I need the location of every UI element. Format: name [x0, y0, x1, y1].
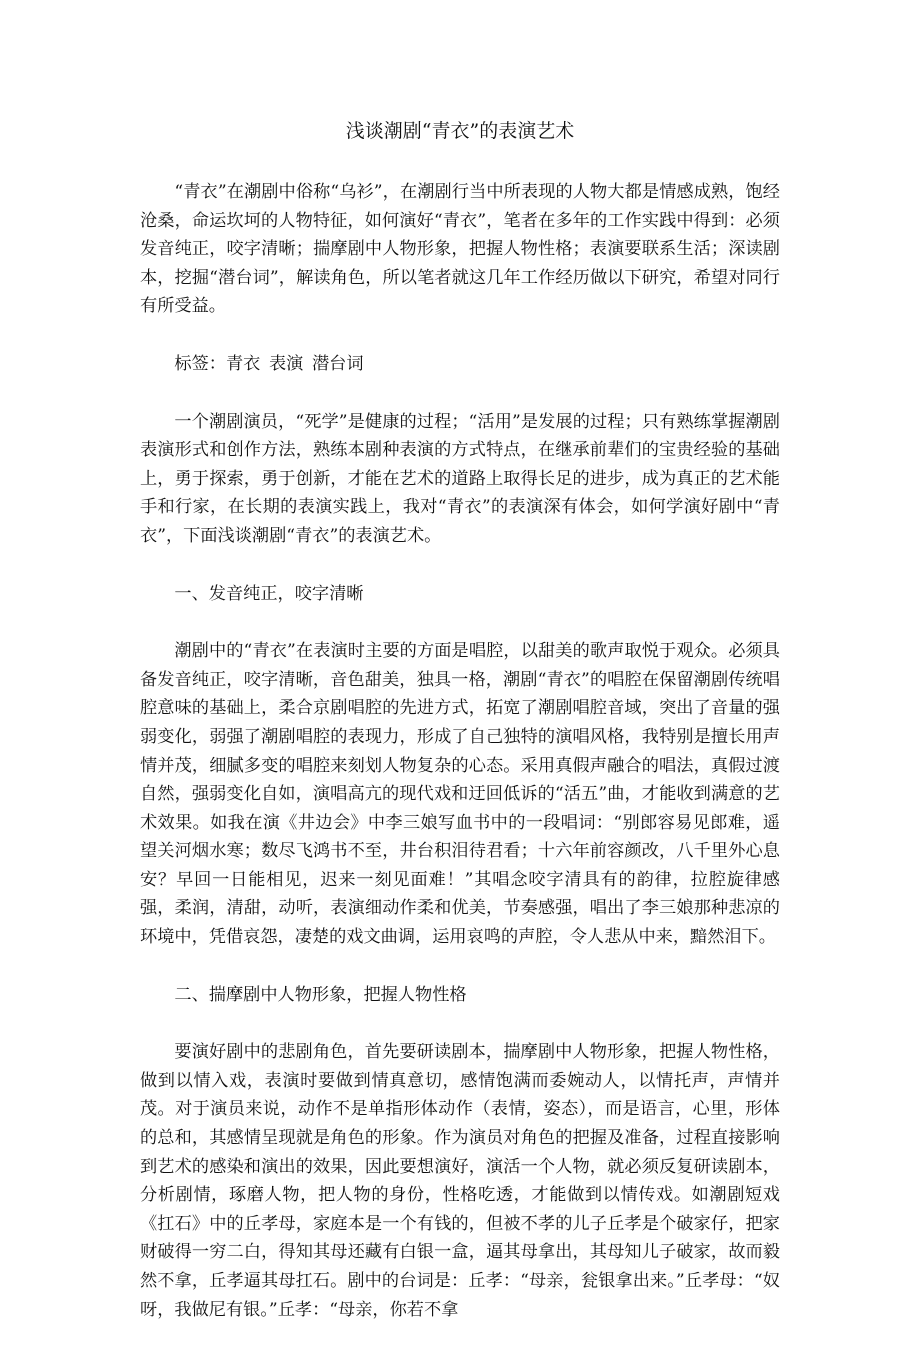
tag-item: 表演 [268, 353, 304, 374]
intro-paragraph: 一个潮剧演员，“死学”是健康的过程；“活用”是发展的过程；只有熟练掌握潮剧表演形式和创作方法，熟练本剧种表演的方式特点，在继承前辈们的宝贵经验的基础上，勇于探索，勇于创新，才能在艺术的道路上取得长足的进步，成为真正的艺术能手和行家，在长期的表演实践上，我对“青衣”的表演深有体会，如何学演好剧中“青衣”，下面浅谈潮剧“青衣”的表演艺术。 [140, 411, 780, 546]
tags-label: 标签： [174, 353, 226, 374]
section-heading: 二、揣摩剧中人物形象，把握人物性格 [174, 984, 467, 1005]
document-page [140, 118, 780, 1353]
tag-item: 潜台词 [311, 353, 364, 374]
tags-line [140, 350, 780, 379]
document-title: 浅谈潮剧“青衣”的表演艺术 [345, 120, 575, 142]
tag-item: 青衣 [225, 353, 261, 374]
section-heading: 一、发音纯正，咬字清晰 [174, 583, 364, 604]
section-body-paragraph: 潮剧中的“青衣”在表演时主要的方面是唱腔，以甜美的歌声取悦于观众。必须具备发音纯正，咬字清晰，音色甜美，独具一格，潮剧“青衣”的唱腔在保留潮剧传统唱腔意味的基础上，柔合京剧唱腔的先进方式，拓宽了潮剧唱腔音域，突出了音量的强弱变化，弱强了潮剧唱腔的表现力，形成了自己独特的演唱风格，我特别是擅长用声情并茂，细腻多变的唱腔来刻划人物复杂的心态。采用真假声融合的唱法，真假过渡自然，强弱变化自如，演唱高亢的现代戏和迂回低诉的“活五”曲，才能收到满意的艺术效果。如我在演《井边会》中李三娘写血书中的一段唱词：“别郎容易见郎难，遥望关河烟水寒；数尽飞鸿书不至，井台积泪待君看；十六年前容颜改，八千里外心息安？早回一日能相见，迟来一刻见面难！”其唱念咬字清具有的韵律，拉腔旋律感强，柔润，清甜，动听，表演细动作柔和优美，节奏感强，唱出了李三娘那种悲凉的环境中，凭借哀怨，凄楚的戏文曲调，运用哀鸣的声腔，令人悲从中来，黯然泪下。 [140, 641, 780, 948]
abstract-paragraph: “青衣”在潮剧中俗称“乌衫”，在潮剧行当中所表现的人物大都是情感成熟，饱经沧桑，命运坎坷的人物特征，如何演好“青衣”，笔者在多年的工作实践中得到：必须发音纯正，咬字清晰；揣摩剧中人物形象，把握人物性格；表演要联系生活；深读剧本，挖掘“潜台词”，解读角色，所以笔者就这几年工作经历做以下研究，希望对同行有所受益。 [140, 182, 780, 317]
section-body-paragraph: 要演好剧中的悲剧角色，首先要研读剧本，揣摩剧中人物形象，把握人物性格，做到以情入戏，表演时要做到情真意切，感情饱满而委婉动人，以情托声，声情并茂。对于演员来说，动作不是单指形体动作（表情，姿态），而是语言，心里，形体的总和，其感情呈现就是角色的形象。作为演员对角色的把握及准备，过程直接影响到艺术的感染和演出的效果，因此要想演好，演活一个人物，就必须反复研读剧本，分析剧情，琢磨人物，把人物的身份，性格吃透，才能做到以情传戏。如潮剧短戏《扛石》中的丘孝母，家庭本是一个有钱的，但被不孝的儿子丘孝是个破家仔，把家财破得一穷二白，得知其母还藏有白银一盒，逼其母拿出，其母知儿子破家，故而毅然不拿，丘孝逼其母扛石。剧中的台词是：丘孝：“母亲，瓮银拿出来。”丘孝母：“奴呀，我做尼有银。”丘孝：“母亲，你若不拿 [140, 1042, 780, 1320]
